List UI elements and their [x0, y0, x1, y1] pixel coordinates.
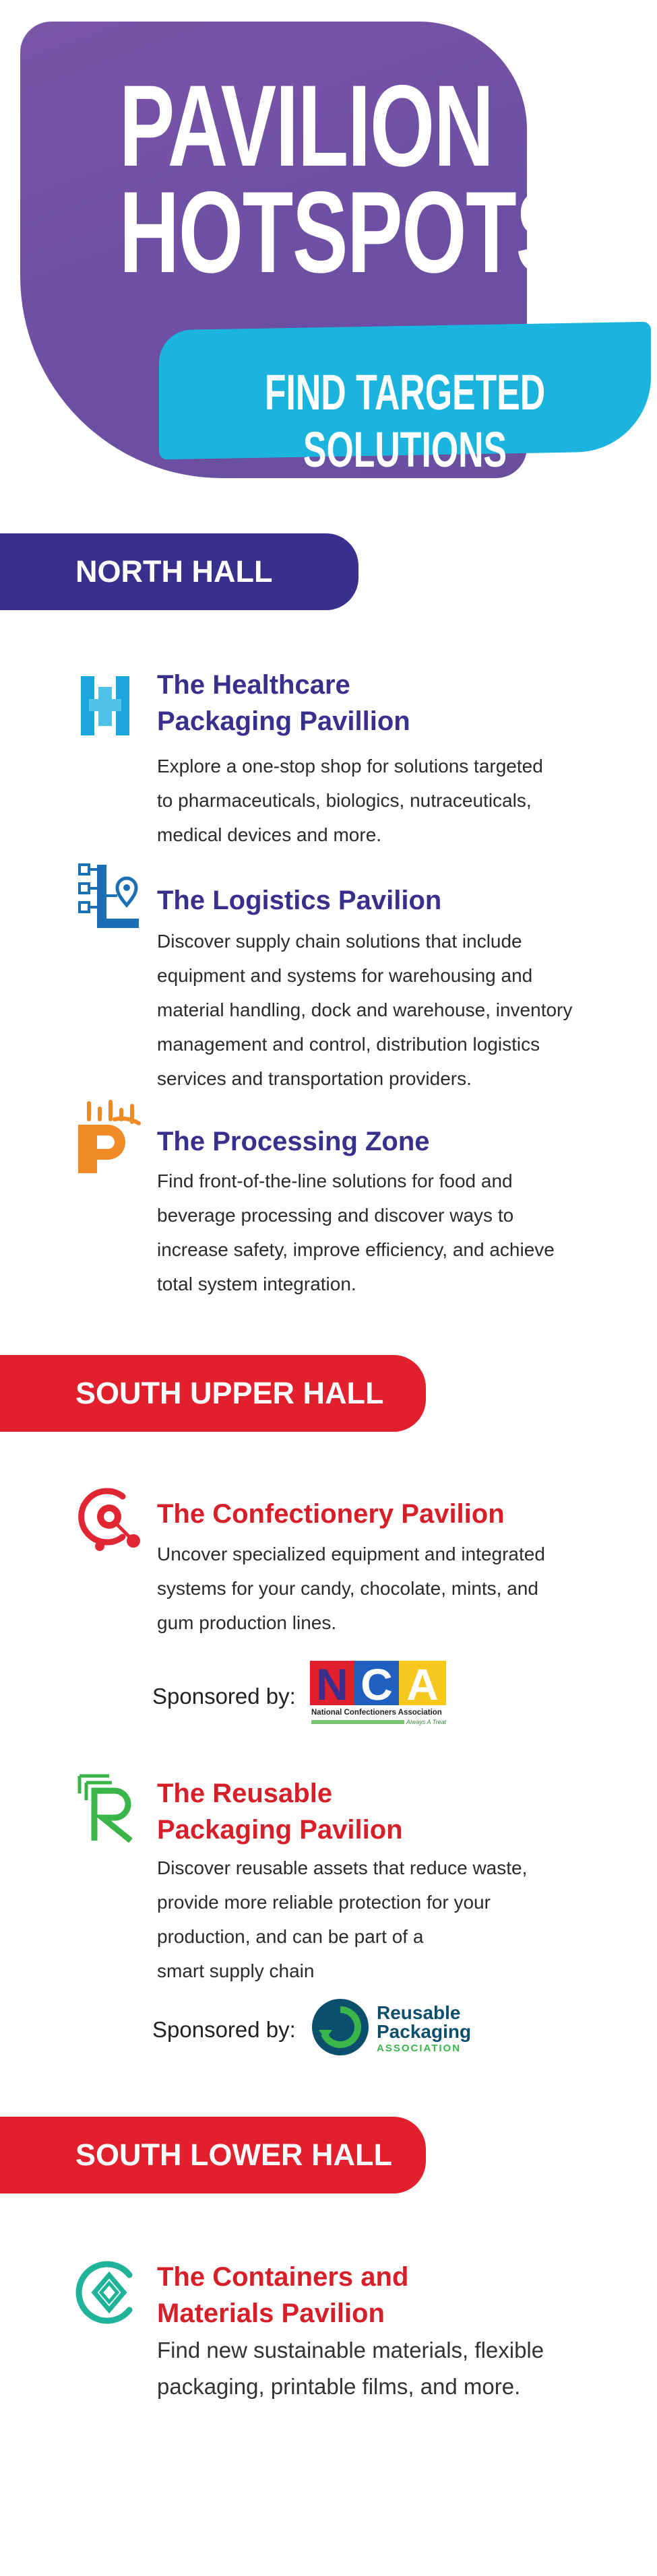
nca-tagline: Always A Treat — [406, 1719, 446, 1725]
desc-line: Explore a one-stop shop for solutions targeted — [157, 756, 543, 777]
pavilion-title-confectionery — [157, 1496, 505, 1532]
title-line: Packaging Pavilion — [157, 1815, 403, 1845]
pavilion-desc-reusable — [157, 1851, 527, 1988]
desc-line: systems for your candy, chocolate, mints, and — [157, 1578, 538, 1599]
healthcare-h-icon — [75, 672, 140, 740]
confectionery-c-icon — [75, 1482, 146, 1559]
hall-header-north: NORTH HALL — [0, 533, 358, 610]
pavilion-title-containers — [157, 2259, 408, 2332]
desc-line: equipment and systems for warehousing and — [157, 965, 533, 986]
hall-header-south-lower: SOUTH LOWER HALL — [0, 2117, 426, 2193]
title-line: Materials Pavilion — [157, 2299, 385, 2328]
desc-line: material handling, dock and warehouse, inventory — [157, 999, 573, 1020]
desc-line: Find new sustainable materials, flexible — [157, 2338, 544, 2363]
desc-line: production, and can be part of a — [157, 1926, 424, 1947]
desc-line: increase safety, improve efficiency, and achieve — [157, 1239, 555, 1260]
pavilion-desc-containers — [157, 2332, 544, 2405]
rpa-line-3: ASSOCIATION — [377, 2043, 462, 2054]
pavilion-title-reusable — [157, 1775, 403, 1848]
containers-c-icon — [74, 2257, 144, 2331]
title-line: The Processing Zone — [157, 1127, 430, 1156]
desc-line: smart supply chain — [157, 1960, 315, 1981]
rpa-line-1: Reusable — [377, 2002, 461, 2023]
nca-letter-c: C — [361, 1659, 393, 1709]
hero-title — [119, 61, 571, 297]
desc-line: provide more reliable protection for your — [157, 1892, 491, 1913]
desc-line: Uncover specialized equipment and integrated — [157, 1544, 545, 1564]
nca-name: National Confectioners Association — [311, 1709, 442, 1717]
desc-line: Discover supply chain solutions that include — [157, 931, 522, 952]
processing-p-icon — [74, 1099, 144, 1178]
title-line: The Containers and — [157, 2262, 409, 2292]
desc-line: gum production lines. — [157, 1612, 337, 1633]
desc-line: beverage processing and discover ways to — [157, 1205, 514, 1226]
nca-letter-a: A — [406, 1659, 439, 1709]
rpa-sponsor-logo[interactable] — [311, 1996, 479, 2059]
hero-subtitle: FIND TARGETED SOLUTIONS — [264, 364, 546, 477]
sponsor-label: Sponsored by: — [152, 2017, 296, 2042]
pavilion-desc-processing — [157, 1164, 555, 1301]
hero-title-line-2: HOTSPOTS — [119, 168, 571, 297]
hero-title-line-1: PAVILION — [119, 61, 493, 191]
reusable-r-icon — [75, 1773, 140, 1847]
nca-letter-n: N — [316, 1659, 348, 1709]
desc-line: Discover reusable assets that reduce waste, — [157, 1857, 528, 1878]
sponsor-label: Sponsored by: — [152, 1684, 296, 1709]
desc-line: medical devices and more. — [157, 824, 382, 845]
desc-line: packaging, printable films, and more. — [157, 2374, 521, 2399]
desc-line: total system integration. — [157, 1274, 356, 1294]
desc-line: Find front-of-the-line solutions for food and — [157, 1170, 513, 1191]
pavilion-title-healthcare — [157, 667, 410, 739]
pavilion-desc-confectionery — [157, 1537, 545, 1640]
pavilion-desc-healthcare — [157, 749, 543, 852]
desc-line: services and transportation providers. — [157, 1068, 472, 1089]
desc-line: management and control, distribution logistics — [157, 1034, 540, 1055]
title-line: The Confectionery Pavilion — [157, 1499, 505, 1529]
rpa-line-2: Packaging — [377, 2021, 472, 2042]
pavilion-title-logistics — [157, 882, 441, 919]
desc-line: to pharmaceuticals, biologics, nutraceuticals, — [157, 790, 532, 811]
title-line: The Reusable — [157, 1779, 333, 1808]
pavilion-title-processing — [157, 1123, 430, 1160]
logistics-l-icon — [74, 862, 142, 935]
title-line: Packaging Pavillion — [157, 706, 410, 736]
title-line: The Healthcare — [157, 670, 350, 700]
nca-sponsor-logo[interactable] — [310, 1658, 449, 1731]
pavilion-desc-logistics — [157, 924, 572, 1096]
title-line: The Logistics Pavilion — [157, 886, 442, 915]
hall-header-south-upper: SOUTH UPPER HALL — [0, 1355, 426, 1432]
